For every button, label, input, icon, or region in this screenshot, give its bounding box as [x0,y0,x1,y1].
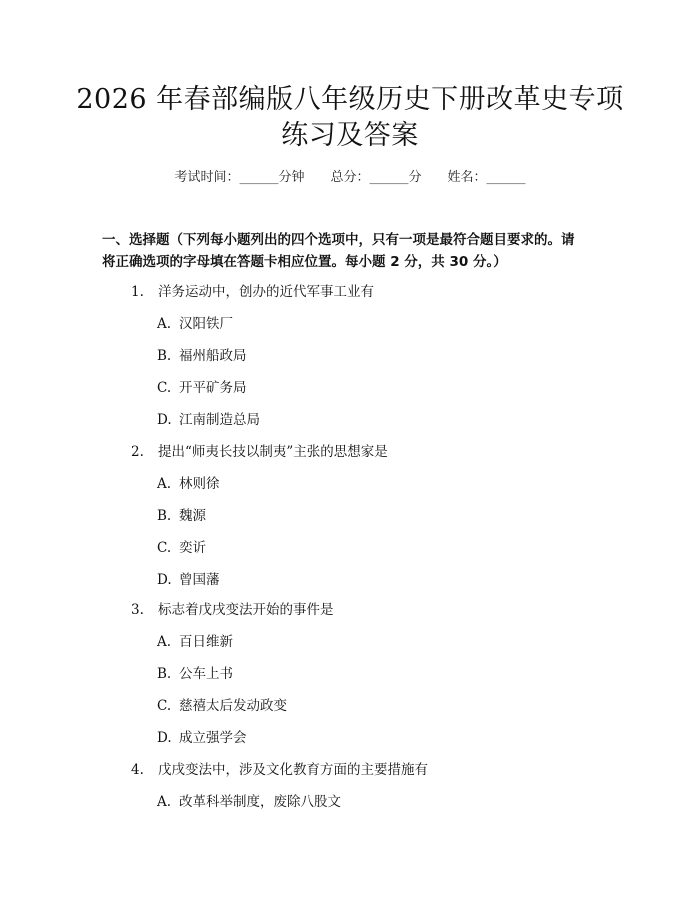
question-2-option-d [157,570,220,590]
option-text: 林则徐 [179,476,220,492]
option-letter: D. [157,412,172,428]
option-letter: B. [157,348,172,364]
question-2 [131,442,388,462]
question-2-option-b [157,506,206,526]
question-2-option-a [157,474,220,494]
option-text: 改革科举制度，废除八股文 [179,794,341,810]
option-text: 魏源 [179,508,206,524]
exam-time-field: 考试时间：______分钟 [174,170,305,185]
question-1-option-a [157,314,233,334]
question-4-option-a [157,792,341,812]
option-text: 曾国藩 [179,572,220,588]
question-3-option-a [157,632,233,652]
option-text: 慈禧太后发动政变 [179,698,287,714]
question-2-option-c [157,538,206,558]
option-text: 汉阳铁厂 [179,316,233,332]
section-heading-line-1: 一、选择题（下列每小题列出的四个选项中，只有一项是最符合题目要求的。请 [102,232,575,248]
option-text: 百日维新 [179,634,233,650]
question-1 [131,282,374,302]
question-4 [131,760,428,780]
total-score-field: 总分：______分 [330,170,422,185]
option-letter: B. [157,508,172,524]
option-letter: C. [157,380,172,396]
option-letter: D. [157,572,172,588]
option-text: 福州船政局 [179,348,247,364]
question-1-option-b [157,346,247,366]
exam-info-line [0,168,700,188]
section-heading-line-2: 将正确选项的字母填在答题卡相应位置。每小题 2 分，共 30 分。） [102,254,507,270]
question-text: 戊戌变法中，涉及文化教育方面的主要措施有 [158,762,428,778]
question-text: 提出“师夷长技以制夷”主张的思想家是 [158,444,388,460]
option-letter: C. [157,540,172,556]
question-number: 2. [131,444,144,460]
question-number: 3. [131,602,144,618]
option-letter: A. [157,316,172,332]
question-text: 洋务运动中，创办的近代军事工业有 [158,284,374,300]
question-1-option-d [157,410,260,430]
option-text: 公车上书 [179,666,233,682]
question-3-option-c [157,696,287,716]
option-letter: A. [157,794,172,810]
option-letter: A. [157,634,172,650]
option-letter: D. [157,730,172,746]
option-text: 江南制造总局 [179,412,260,428]
document-title-line-1: 2026 年春部编版八年级历史下册改革史专项 [76,84,624,115]
option-letter: B. [157,666,172,682]
document-title-line-2: 练习及答案 [281,120,419,151]
option-text: 开平矿务局 [179,380,247,396]
question-3-option-b [157,664,233,684]
question-3-option-d [157,728,247,748]
option-text: 成立强学会 [179,730,247,746]
question-1-option-c [157,378,247,398]
question-3 [131,600,334,620]
question-number: 4. [131,762,144,778]
option-letter: C. [157,698,172,714]
question-number: 1. [131,284,144,300]
question-text: 标志着戊戌变法开始的事件是 [158,602,334,618]
option-text: 奕䜣 [179,540,206,556]
option-letter: A. [157,476,172,492]
student-name-field: 姓名：______ [447,170,526,185]
